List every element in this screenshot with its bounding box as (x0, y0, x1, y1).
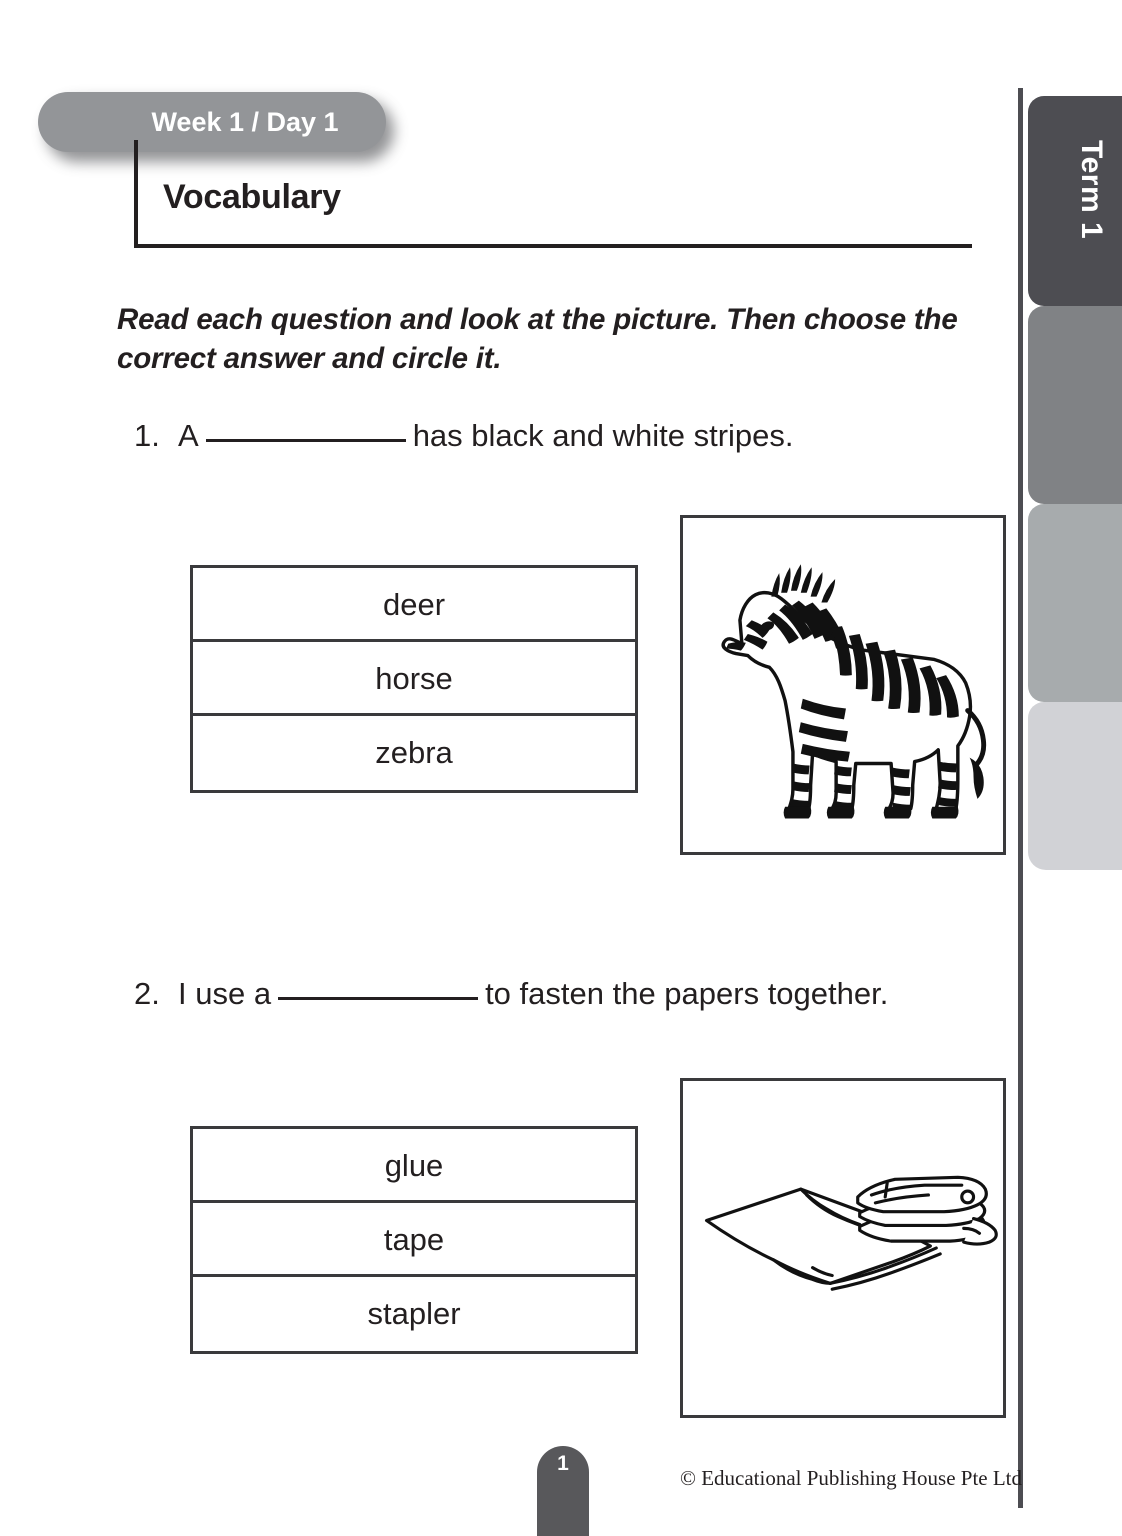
section-border-horizontal (134, 244, 972, 248)
question-1-text-after: has black and white stripes. (412, 418, 794, 453)
section-title: Vocabulary (163, 178, 341, 216)
question-2-number: 2. (134, 976, 160, 1011)
page-number: 1 (557, 1452, 569, 1475)
tab-rail-divider-line (1018, 88, 1023, 1508)
question-2-text-before: I use a (178, 976, 272, 1011)
question-2-options (190, 1126, 638, 1354)
option-zebra[interactable]: zebra (375, 735, 453, 770)
term-tab-segment-4[interactable] (1028, 702, 1122, 870)
question-2-picture-box (680, 1078, 1006, 1418)
option-horse[interactable]: horse (193, 642, 635, 716)
question-2 (134, 976, 888, 1012)
week-day-label: Week 1 / Day 1 (151, 107, 339, 137)
question-1-answer-blank[interactable] (206, 439, 406, 442)
question-1-text-before: A (178, 418, 199, 453)
term-tab-segment-3[interactable] (1028, 504, 1122, 702)
question-1-picture-box (680, 515, 1006, 855)
option-glue[interactable]: glue (193, 1129, 635, 1203)
term-tab-segment-2[interactable] (1028, 306, 1122, 504)
zebra-illustration (683, 518, 1003, 852)
term-tab-label: Term 1 (1075, 140, 1108, 240)
question-1-options (190, 565, 638, 793)
question-1-number: 1. (134, 418, 160, 453)
instruction-text: Read each question and look at the picture. Then choose the correct answer and circle it. (117, 303, 958, 376)
section-border-vertical (134, 140, 138, 248)
question-2-answer-blank[interactable] (278, 997, 478, 1000)
question-1 (134, 418, 794, 454)
copyright-notice: © Educational Publishing House Pte Ltd (680, 1466, 1023, 1490)
option-stapler[interactable]: stapler (367, 1296, 461, 1331)
question-2-text-after: to fasten the papers together. (485, 976, 889, 1011)
option-deer[interactable]: deer (193, 568, 635, 642)
stapler-with-papers-illustration (683, 1081, 1003, 1415)
option-tape[interactable]: tape (193, 1203, 635, 1277)
